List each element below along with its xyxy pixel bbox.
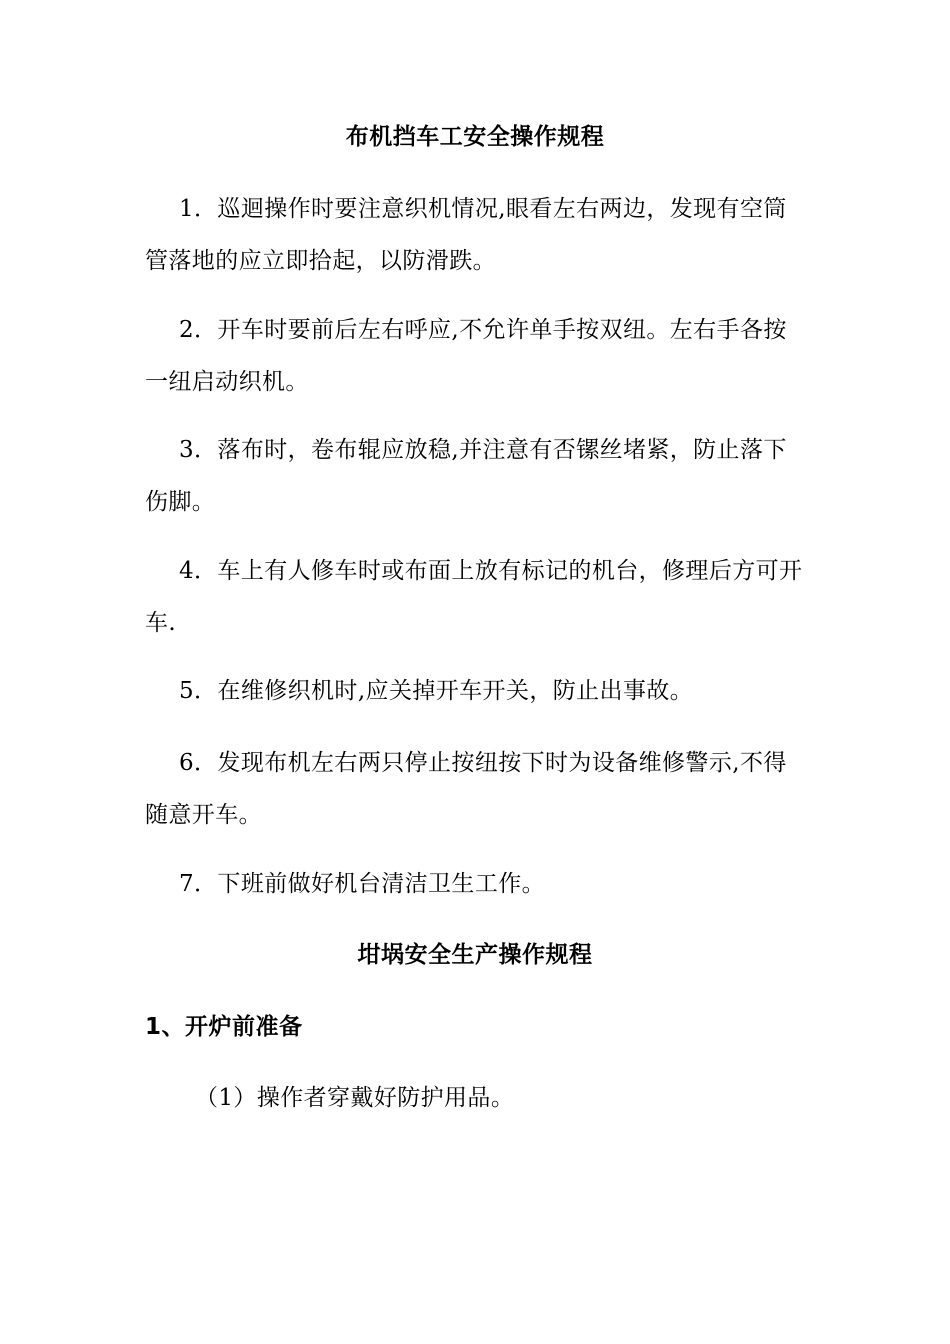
rule-item-5: 5．在维修织机时,应关掉开车开关，防止出事故。 (179, 678, 694, 704)
document-title: 布机挡车工安全操作规程 (345, 124, 605, 150)
rule-item-6: 6．发现布机左右两只停止按纽按下时为设备维修警示,不得随意开车。 (145, 750, 787, 828)
section-title-crucible: 坩埚安全生产操作规程 (357, 942, 593, 968)
sub-item: （1）操作者穿戴好防护用品。 (195, 1085, 515, 1111)
rule-item-3: 3．落布时，卷布辊应放稳,并注意有否镙丝堵紧，防止落下伤脚。 (145, 437, 787, 515)
rule-item-7: 7．下班前做好机台清洁卫生工作。 (179, 871, 546, 897)
rule-item-1: 1．巡迴操作时要注意织机情况,眼看左右两边，发现有空筒管落地的应立即拾起，以防滑跌。 (145, 196, 787, 274)
rule-item-4: 4．车上有人修车时或布面上放有标记的机台，修理后方可开车. (145, 558, 803, 636)
section-heading: 1、开炉前准备 (145, 1014, 303, 1040)
rule-item-2: 2．开车时要前后左右呼应,不允许单手按双纽。左右手各按一纽启动织机。 (145, 317, 787, 395)
